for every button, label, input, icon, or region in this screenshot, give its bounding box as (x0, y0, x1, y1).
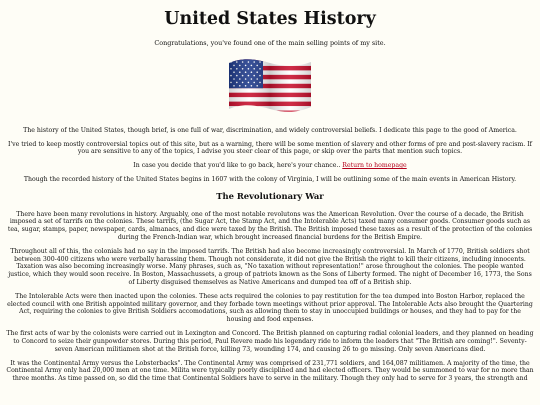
return-to-homepage-link[interactable]: Return to homepage (342, 162, 407, 170)
flag-container (6, 57, 534, 115)
warning-paragraph: I've tried to keep mostly controversial topics out of this site, but as a warning, there will be some mention of slavery and other forms of pre and post-slavery racism. If you are sensitive to any of the topics, I advise you steer clear of this page, or skip over the parts that mention such topics. (8, 140, 532, 156)
return-paragraph (6, 162, 534, 170)
section-paragraph: The first acts of war by the colonists were carried out in Lexington and Concord. The British planned on capturing radial colonial leaders, and they planned on heading to Concord to seize their gunpowder stores. During this period, Paul Revere made his legendary ride to inform the leaders that "The British are coming!". Seventy-seven American militiamen shot at the British force, killing 73, wounding 174, and causing 26 to go missing. Only seven Americans died. (6, 330, 534, 353)
section-paragraph: Throughout all of this, the colonials had no say in the imposed tarrifs. The British had also become increasingly controversial. In March of 1770, British soldiers shot between 300-400 citizens who were verbally harassing them. Though not considerate, it did not give the British the right to kill their citizens, including innocents. Taxation was also becoming increasingly worse. Many phrases, such as, "No taxation without representation!" arose throughout the colonies. The people wanted justice, which they would soon receive. In Boston, Massachussets, a group of patriots known as the Sons of Liberty formed. The night of December 16, 1773, the Sons of Liberty disguised themselves as Native Americans and dumped tea off of a British ship. (8, 247, 532, 286)
flag-stripe (227, 111, 313, 115)
section-paragraph: There have been many revolutions in history. Arguably, one of the most notable revolutons was the American Revolution. Over the course of a decade, the British imposed a set of tarrifs on the colonies. These tarrifs, (the Sugar Act, the Stamp Act, and the Intolerable Acts) taxed many consumer goods. Consumer goods such as tea, sugar, stamps, paper, newspaper, cards, almanacs, and dice were taxed by the British. The British imposed these taxes as a result of the protection of the colonies during the French-Indian war, which brought increased financial burdens for the British Empire. (7, 210, 533, 241)
section-paragraph: The Intolerable Acts were then inacted upon the colonies. These acts required the colonies to pay restitution for the tea dumped into Boston Harbor, replaced the elected council with one British appointed military governor, and they forbade town meetings without prior approval. The Intolerable Acts also brought the Quartering Act, requiring the colonies to give British Soldiers accomodations, such as allowing them to stay in unoccupied buildings or houses, and they had to pay for the housing and food expenses. (7, 292, 533, 323)
american-flag-icon (227, 57, 313, 115)
return-text: In case you decide that you'd like to go back, here's your chance.. (133, 162, 343, 170)
section-paragraph: It was the Continental Army versus the Lobsterbacks". The Continental Army was comprised of 231,771 soldiers, and 164,087 militiamen. A majority of the time, the Continental Army only had 20,000 men at one time. Milita were typically poorly disciplined and had elected officers. They would be summoned to war for no more than three months. As time passed on, so did the time that Continental Soldiers have to serve in the military. Though they only had to serve for 3 years, the strength and (6, 359, 534, 383)
section-heading: The Revolutionary War (216, 190, 324, 201)
page-title: United States History (164, 9, 376, 29)
tagline: Congratulations, you've found one of the main selling points of my site. (154, 39, 386, 47)
intro-paragraph-4: Though the recorded history of the United States begins in 1607 with the colony of Virginia, I will be outlining some of the main events in American History. (23, 175, 517, 183)
intro-paragraph-1: The history of the United States, though brief, is one full of war, discrimination, and widely controversial beliefs. I dedicate this page to the good of America. (23, 127, 517, 134)
revolutionary-war-section (6, 191, 534, 383)
